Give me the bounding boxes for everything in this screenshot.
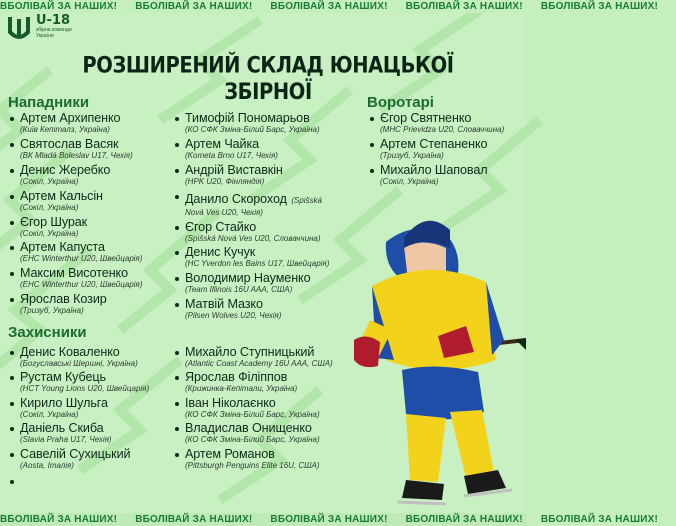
player-item bbox=[175, 164, 365, 187]
bullet-icon bbox=[10, 117, 14, 121]
player-item bbox=[10, 216, 185, 239]
player-item bbox=[175, 112, 365, 135]
player-name: Єгор Стайко bbox=[185, 219, 257, 234]
ticker-text: ВБОЛІВАЙ ЗА НАШИХ! bbox=[540, 1, 659, 12]
forwards-right-list bbox=[175, 112, 365, 324]
bullet-icon bbox=[175, 402, 179, 406]
hockey-player-illustration bbox=[346, 190, 526, 513]
bullet-icon bbox=[10, 169, 14, 173]
empty-bullet bbox=[10, 475, 23, 488]
player-club: (Сокіл, Україна) bbox=[20, 202, 79, 212]
player-name: Єгор Святненко bbox=[380, 111, 472, 125]
player-name: Рустам Кубець bbox=[20, 370, 106, 385]
bullet-icon bbox=[175, 351, 179, 355]
player-name: Максим Висотенко bbox=[20, 266, 129, 281]
player-name: Артем Капуста bbox=[20, 240, 105, 255]
page-title: РОЗШИРЕНИЙ СКЛАД ЮНАЦЬКОЇ ЗБІРНОЇ bbox=[82, 52, 454, 105]
bullet-icon bbox=[10, 351, 14, 355]
player-item bbox=[10, 112, 185, 135]
player-item bbox=[175, 138, 365, 161]
ticker-text: ВБОЛІВАЙ ЗА НАШИХ! bbox=[270, 514, 388, 525]
player-item bbox=[175, 371, 365, 394]
player-club: (Богуславські Шершні, Україна) bbox=[20, 359, 138, 368]
list-item bbox=[10, 475, 23, 488]
player-name: Денис Жеребко bbox=[20, 162, 111, 177]
ticker-text: ВБОЛІВАЙ ЗА НАШИХ! bbox=[0, 514, 118, 525]
ticker-text: ВБОЛІВАЙ ЗА НАШИХ! bbox=[135, 1, 253, 12]
player-club: (ВК Mladá Boleslav U17, Чехія) bbox=[20, 150, 133, 160]
bullet-icon bbox=[10, 376, 14, 380]
bullet-icon bbox=[10, 272, 14, 276]
player-name: Володимир Науменко bbox=[185, 271, 311, 286]
player-name: Артем Романов bbox=[185, 446, 275, 461]
bullet-icon bbox=[10, 402, 14, 406]
player-name: Данило Скороход bbox=[185, 191, 287, 206]
player-club: (Тризуб, Україна) bbox=[20, 306, 84, 316]
player-club: (Тризуб, Україна) bbox=[380, 150, 444, 160]
player-club: (HCT Young Lions U20, Швейцарія) bbox=[20, 384, 150, 394]
team-logo bbox=[4, 13, 84, 45]
bullet-icon bbox=[175, 143, 179, 147]
player-name: Артем Архипенко bbox=[20, 111, 121, 125]
player-name: Іван Ніколаєнко bbox=[185, 395, 276, 410]
player-name: Матвій Мазко bbox=[185, 297, 263, 312]
player-item bbox=[10, 164, 185, 187]
player-club: (Крижинка-Кепітали, Україна) bbox=[185, 384, 298, 394]
player-item bbox=[370, 112, 526, 135]
section-goalies: Воротарі bbox=[367, 94, 434, 111]
player-club: (Сокіл, Україна) bbox=[380, 176, 439, 186]
player-item bbox=[175, 190, 365, 218]
player-name: Єгор Шурак bbox=[20, 214, 88, 229]
player-item bbox=[175, 346, 365, 369]
player-club: (MHC Prievidza U20, Словаччина) bbox=[380, 125, 505, 134]
player-item bbox=[10, 267, 185, 290]
bullet-icon bbox=[175, 169, 179, 173]
player-name: Артем Кальсін bbox=[20, 188, 103, 203]
bottom-ticker bbox=[0, 513, 659, 526]
player-item bbox=[175, 448, 365, 471]
player-item bbox=[175, 422, 365, 445]
player-club: (Slavia Praha U17, Чехія) bbox=[20, 435, 112, 445]
player-item bbox=[370, 138, 526, 161]
logo-subtitle: збірна команди України bbox=[36, 27, 72, 39]
player-name: Ярослав Філіппов bbox=[185, 370, 288, 385]
player-item bbox=[175, 246, 365, 269]
player-item bbox=[10, 138, 185, 161]
player-club: (КО СФК Зміна-Білий Барс, Україна) bbox=[185, 435, 320, 445]
player-name: Владислав Онищенко bbox=[185, 421, 312, 436]
player-club: (Сокіл, Україна) bbox=[20, 228, 79, 238]
bullet-icon bbox=[10, 246, 14, 250]
player-name: Кирило Шульга bbox=[20, 395, 108, 410]
player-item bbox=[10, 346, 185, 369]
ticker-text: ВБОЛІВАЙ ЗА НАШИХ! bbox=[540, 514, 659, 525]
ticker-text: ВБОЛІВАЙ ЗА НАШИХ! bbox=[405, 514, 523, 525]
section-defense: Захисники bbox=[8, 324, 87, 341]
defense-right-list bbox=[175, 346, 365, 473]
player-name: Денис Коваленко bbox=[20, 345, 120, 359]
player-name: Михайло Шаповал bbox=[380, 162, 488, 177]
ticker-text: ВБОЛІВАЙ ЗА НАШИХ! bbox=[0, 1, 118, 12]
player-club: (Spišská bbox=[291, 195, 323, 205]
player-name: Михайло Ступницький bbox=[185, 345, 315, 359]
player-name: Андрій Виставкін bbox=[185, 162, 283, 177]
bullet-icon bbox=[175, 453, 179, 457]
player-club: (Київ Кепіталз, Україна) bbox=[20, 125, 110, 134]
ticker-text: ВБОЛІВАЙ ЗА НАШИХ! bbox=[135, 514, 253, 525]
bullet-icon bbox=[370, 143, 374, 147]
section-forwards: Нападники bbox=[8, 94, 90, 111]
player-item bbox=[10, 371, 185, 394]
bullet-icon bbox=[10, 427, 14, 431]
player-club: (Team Illinois 16U AAA, США) bbox=[185, 285, 293, 295]
player-item bbox=[10, 422, 185, 445]
player-club: (EHC Winterthur U20, Швейцарія) bbox=[20, 280, 143, 290]
player-name: Святослав Васяк bbox=[20, 136, 119, 151]
bullet-icon bbox=[10, 480, 14, 484]
player-item bbox=[10, 190, 185, 213]
ticker-text: ВБОЛІВАЙ ЗА НАШИХ! bbox=[270, 1, 388, 12]
bullet-icon bbox=[370, 117, 374, 121]
bullet-icon bbox=[10, 195, 14, 199]
bullet-icon bbox=[175, 226, 179, 230]
player-club: (HPK U20, Фінляндія) bbox=[185, 176, 265, 186]
player-name: Савелій Сухицький bbox=[20, 446, 131, 461]
player-name: Денис Кучук bbox=[185, 245, 256, 260]
bullet-icon bbox=[10, 453, 14, 457]
bullet-icon bbox=[10, 143, 14, 147]
defense-left-list bbox=[10, 346, 185, 473]
player-club: (Pilsen Wolves U20, Чехія) bbox=[185, 311, 282, 321]
bullet-icon bbox=[175, 427, 179, 431]
player-item bbox=[10, 241, 185, 264]
player-name: Ярослав Козир bbox=[20, 292, 107, 307]
player-name: Тимофій Пономарьов bbox=[185, 111, 310, 125]
player-club: (Kometa Brno U17, Чехія) bbox=[185, 150, 278, 160]
player-club: (Сокіл, Україна) bbox=[20, 176, 79, 186]
logo-badge: U-18 bbox=[36, 13, 71, 28]
bullet-icon bbox=[175, 251, 179, 255]
player-item bbox=[10, 293, 185, 316]
player-item bbox=[175, 298, 365, 321]
player-item bbox=[175, 397, 365, 420]
player-club: Nová Ves U20, Чехія) bbox=[185, 207, 263, 217]
player-club: (Pittsburgh Penguins Elite 16U, США) bbox=[185, 460, 320, 470]
player-name: Артем Чайка bbox=[185, 136, 260, 151]
player-item bbox=[175, 272, 365, 295]
top-ticker bbox=[0, 0, 659, 13]
ticker-text: ВБОЛІВАЙ ЗА НАШИХ! bbox=[405, 1, 523, 12]
player-club: (КО СФК Зміна-Білий Барс, Україна) bbox=[185, 125, 320, 134]
bullet-icon bbox=[175, 277, 179, 281]
player-item bbox=[10, 397, 185, 420]
bullet-icon bbox=[175, 303, 179, 307]
player-club: (Сокіл, Україна) bbox=[20, 409, 79, 419]
player-club: (Aosta, Італія) bbox=[20, 460, 74, 470]
player-club: (Spišská Nová Ves U20, Словаччина) bbox=[185, 233, 321, 243]
player-name: Даніель Скиба bbox=[20, 421, 104, 436]
player-item bbox=[370, 164, 526, 187]
bullet-icon bbox=[175, 117, 179, 121]
bullet-icon bbox=[175, 195, 179, 199]
trident-icon bbox=[6, 15, 32, 43]
player-item bbox=[10, 448, 185, 471]
bullet-icon bbox=[10, 298, 14, 302]
player-club: (HC Yverdon les Bains U17, Швейцарія) bbox=[185, 259, 330, 269]
player-name: Артем Степаненко bbox=[380, 136, 488, 151]
goalies-list bbox=[370, 112, 526, 190]
player-item bbox=[175, 221, 365, 244]
bullet-icon bbox=[370, 169, 374, 173]
bullet-icon bbox=[10, 221, 14, 225]
player-club: (EHC Winterthur U20, Швейцарія) bbox=[20, 254, 143, 264]
forwards-left-list bbox=[10, 112, 185, 319]
bullet-icon bbox=[175, 376, 179, 380]
player-club: (Atlantic Coast Academy 16U AAA, США) bbox=[185, 359, 333, 368]
player-club: (КО СФК Зміна-Білий Барс, Україна) bbox=[185, 409, 320, 419]
